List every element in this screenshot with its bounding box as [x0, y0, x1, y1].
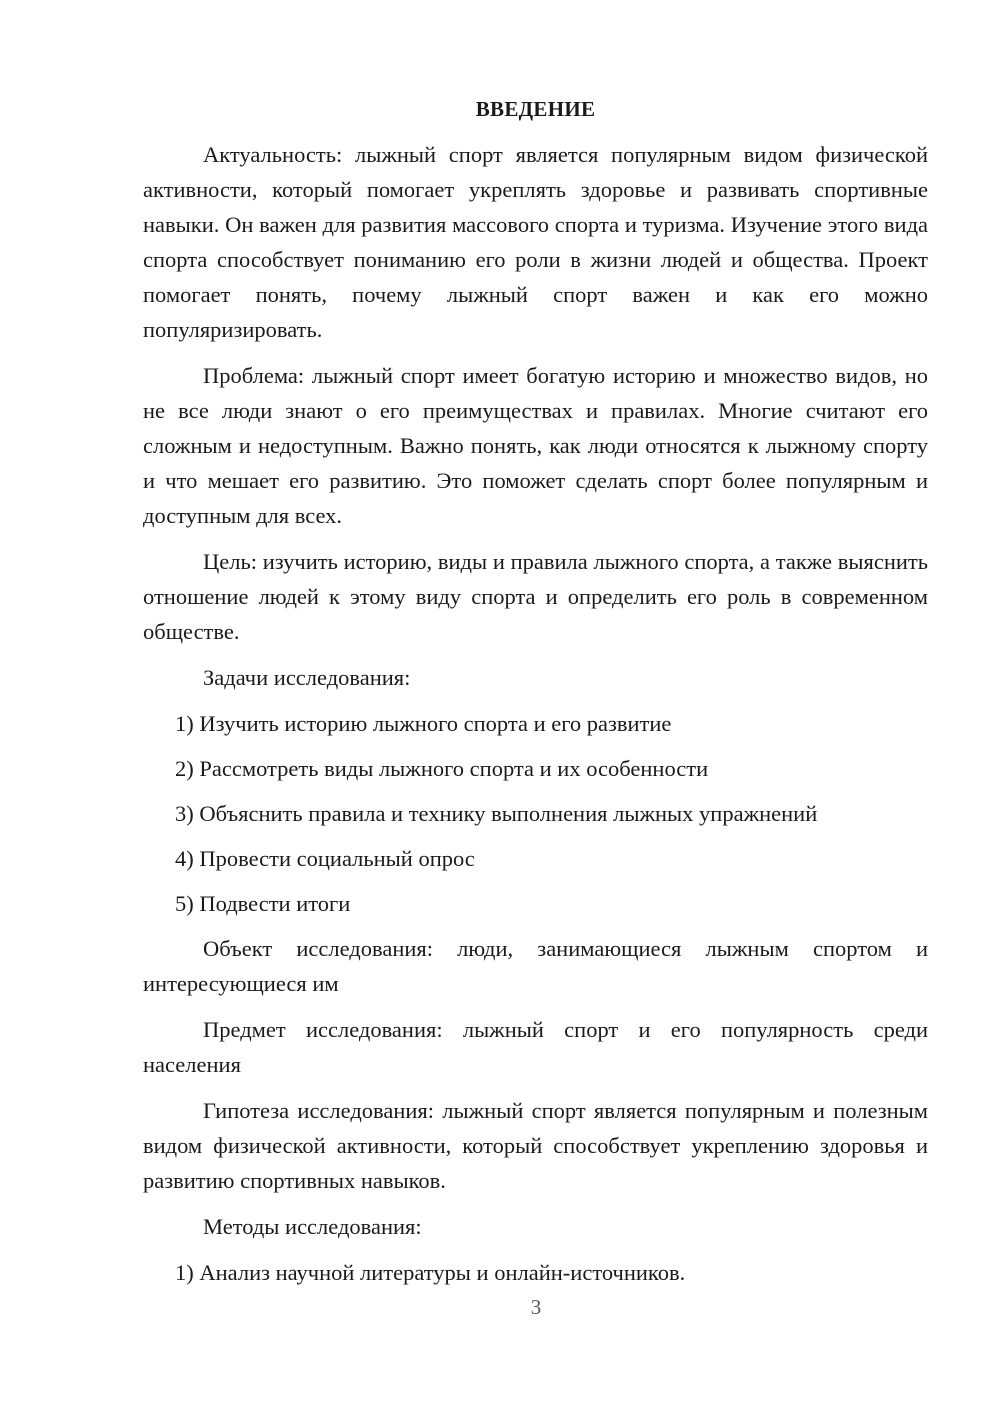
relevance-paragraph: Актуальность: лыжный спорт является популярным видом физической активности, который помогает укреплять здоровье и развивать спортивные навыки. Он важен для развития массового спорта и туризма. Изучение этого вида спорта способствует пониманию его роли в жизни людей и общества. Проект помогает понять, почему лыжный спорт важен и как его можно популяризировать. [143, 142, 928, 342]
problem-paragraph: Проблема: лыжный спорт имеет богатую историю и множество видов, но не все люди знают о его преимуществах и правилах. Многие считают его сложным и недоступным. Важно понять, как люди относятся к лыжному спорту и что мешает его развитию. Это поможет сделать спорт более популярным и доступным для всех. [143, 363, 928, 528]
methods-heading: Методы исследования: [203, 1214, 422, 1239]
hypothesis-paragraph: Гипотеза исследования: лыжный спорт является популярным и полезным видом физической активности, который способствует укреплению здоровья и развитию спортивных навыков. [143, 1098, 928, 1193]
goal-paragraph: Цель: изучить историю, виды и правила лыжного спорта, а также выяснить отношение людей к этому виду спорта и определить его роль в современном обществе. [143, 549, 928, 644]
methods-list [143, 1255, 928, 1290]
object-paragraph: Объект исследования: люди, занимающиеся лыжным спортом и интересующиеся им [143, 936, 928, 996]
page-number: 3 [530, 1295, 542, 1319]
list-item: 3) Объяснить правила и технику выполнения лыжных упражнений [175, 801, 818, 826]
list-item: 1) Анализ научной литературы и онлайн-источников. [175, 1260, 686, 1285]
list-item: 2) Рассмотреть виды лыжного спорта и их особенности [175, 756, 709, 781]
tasks-heading: Задачи исследования: [203, 665, 411, 690]
subject-paragraph: Предмет исследования: лыжный спорт и его популярность среди населения [143, 1017, 928, 1077]
list-item: 4) Провести социальный опрос [175, 846, 475, 871]
document-page [143, 92, 928, 1300]
page-title: ВВЕДЕНИЕ [475, 97, 596, 121]
list-item: 1) Изучить историю лыжного спорта и его развитие [175, 711, 672, 736]
tasks-list [143, 706, 928, 921]
list-item: 5) Подвести итоги [175, 891, 351, 916]
